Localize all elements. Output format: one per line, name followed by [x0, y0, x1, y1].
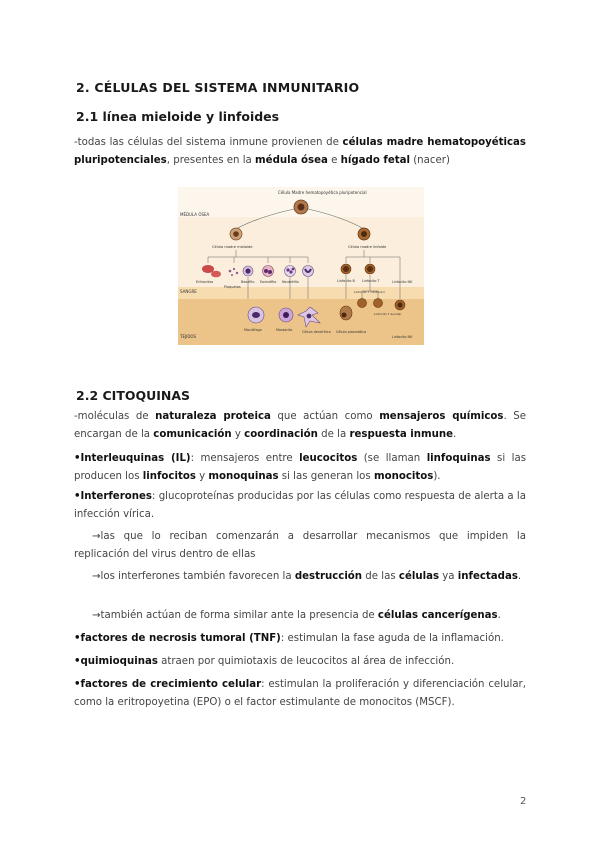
nk-label-top: Linfocito NK [392, 280, 413, 284]
band-tejidos [178, 299, 424, 345]
stem-cell-nucleus [298, 204, 305, 211]
erythrocyte-cell [202, 265, 214, 273]
hematopoiesis-figure [178, 187, 424, 345]
neutrophil-label: Neutrófilo [282, 280, 299, 284]
interferones-paragraph: •Interferones: glucoproteínas producidas por las células como respuesta de alerta a la infección vírica. [74, 491, 526, 520]
dendritic-cell-label: Célula dendrítica [302, 330, 331, 334]
section-title: 2. CÉLULAS DEL SISTEMA INMUNITARIO [76, 80, 360, 95]
cytotoxic-t-cell [358, 299, 367, 308]
stem-cell-label: Célula Madre hematopoyética pluripotencial [278, 190, 367, 195]
helper-t-cell [374, 299, 383, 308]
nk-label-bottom: Linfocito NK [392, 335, 413, 339]
citoquinas-definition: -moléculas de naturaleza proteica que actúan como mensajeros químicos. Se encargan de la comunicación y coordinación de la respuesta inmune. [74, 411, 526, 440]
tnf-paragraph: •factores de necrosis tumoral (TNF): estimulan la fase aguda de la inflamación. [74, 633, 504, 644]
band-label-medula: MÉDULA ÓSEA [180, 212, 210, 217]
basophil-label: Basófilo [241, 280, 255, 284]
platelets-label: Plaquetas [224, 285, 241, 289]
platelet-cell [229, 270, 232, 273]
interferones-note-3: →también actúan de forma similar ante la presencia de células cancerígenas. [92, 610, 501, 621]
interferones-note-2: →los interferones también favorecen la destrucción de las células ya infectadas. [92, 571, 522, 582]
plasma-cell-label: Célula plasmática [336, 330, 367, 334]
band-label-sangre: SANGRE [180, 289, 197, 294]
mast-cell-label: Mastocito [276, 328, 293, 332]
band-sangre [178, 287, 424, 299]
b-lymphocyte-label: Linfocito B [337, 279, 355, 283]
band-label-tejidos: TEJIDOS [180, 334, 197, 339]
cytotoxic-label: Linfocito T citotóxico [354, 290, 386, 294]
erythrocytes-label: Eritrocitos [196, 280, 214, 284]
eosinophil-label: Eosinófilo [260, 280, 277, 284]
myeloid-label: Célula madre mieloide [212, 245, 253, 249]
plasma-cell [340, 306, 352, 320]
macrophage-label: Macrófago [244, 328, 262, 332]
lymphoid-label: Célula madre linfoide [348, 245, 387, 249]
factores-crecimiento-paragraph: •factores de crecimiento celular: estimulan la proliferación y diferenciación celular, como la eritropoyetina (EPO) o el factor estimulante de monocitos (MSCF). [74, 679, 526, 708]
interleuquinas-paragraph: •Interleuquinas (IL): mensajeros entre leucocitos (se llaman linfoquinas si las producen los linfocitos y monoquinas si las generan los monocitos). [74, 453, 526, 482]
quimioquinas-paragraph: •quimioquinas atraen por quimiotaxis de leucocitos al área de infección. [74, 656, 455, 667]
intro-paragraph: -todas las células del sistema inmune provienen de células madre hematopoyéticas pluripotenciales, presentes en la médula ósea e hígado fetal (nacer) [74, 137, 526, 166]
interferones-note-1: →las que lo reciban comenzarán a desarrollar mecanismos que impiden la replicación del virus dentro de ellas [74, 531, 526, 560]
subsection-title-citoquinas: 2.2 CITOQUINAS [76, 388, 191, 403]
page-number: 2 [520, 796, 527, 807]
helper-label: Linfocito T auxiliar [374, 312, 402, 316]
t-lymphocyte-label: Linfocito T [362, 279, 380, 283]
subsection-title-lineage: 2.1 línea mieloide y linfoides [76, 109, 280, 124]
